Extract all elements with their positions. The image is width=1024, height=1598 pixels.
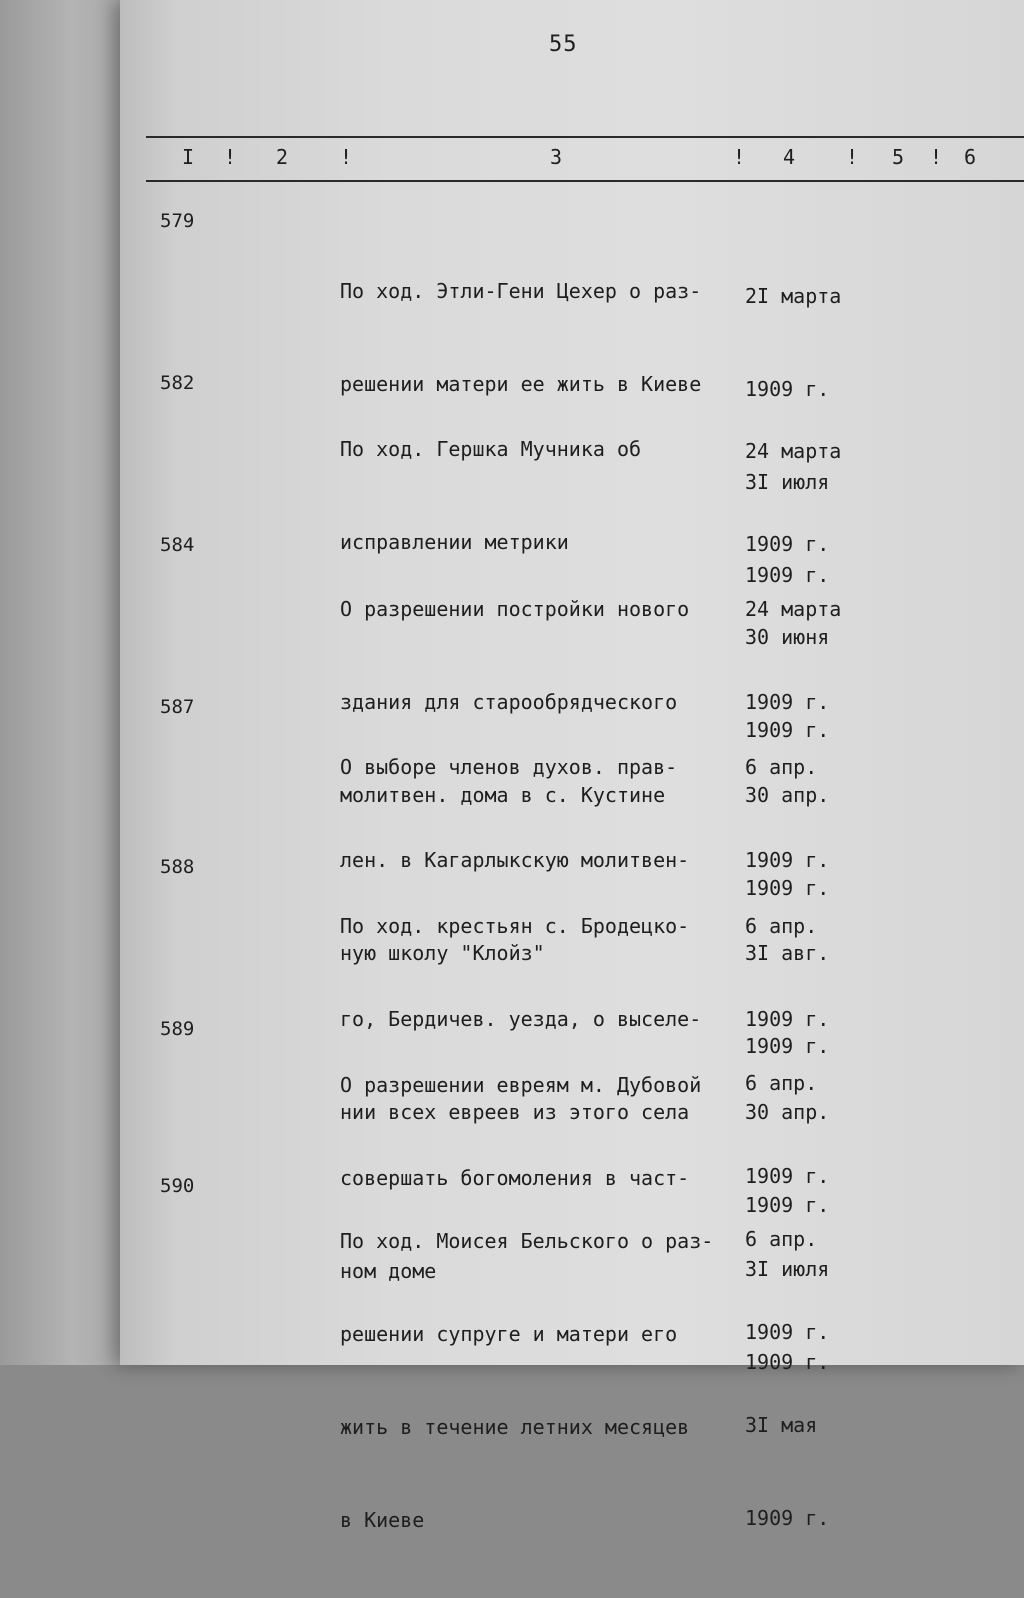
column-separator: ! — [846, 145, 859, 169]
description-line: лен. в Кагарлыкскую молитвен- — [340, 848, 690, 872]
date-line: 1909 г. — [745, 718, 830, 742]
date-line: 6 апр. — [745, 755, 818, 779]
entry-number: 584 — [160, 534, 195, 556]
description-line: По ход. Гершка Мучника об — [340, 437, 642, 461]
date-line: 24 марта — [745, 439, 842, 463]
column-separator: ! — [340, 145, 353, 169]
page-number: 55 — [549, 32, 578, 57]
description-line: жить в течение летних месяцев — [340, 1415, 690, 1439]
date-line: 6 апр. — [745, 1227, 818, 1251]
date-line: 3I мая — [745, 1413, 818, 1437]
description-line: совершать богомоления в част- — [340, 1166, 690, 1190]
description-line: решении матери ее жить в Киеве — [340, 372, 702, 396]
date-line: 1909 г. — [745, 690, 830, 714]
date-line: 3I авг. — [745, 941, 830, 965]
entry-number: 589 — [160, 1018, 195, 1040]
date-line: 1909 г. — [745, 532, 830, 556]
description-line: в Киеве — [340, 1508, 425, 1532]
description-line: По ход. крестьян с. Бродецко- — [340, 914, 690, 938]
description-line: ном доме — [340, 1259, 437, 1283]
date-line: 1909 г. — [745, 1506, 830, 1530]
header-rule-bottom — [146, 180, 1024, 182]
date-line: 1909 г. — [745, 1193, 830, 1217]
date-line: 30 июня — [745, 625, 830, 649]
entry-number: 582 — [160, 372, 195, 394]
date-line: 6 апр. — [745, 1071, 818, 1095]
date-line: 24 марта — [745, 597, 842, 621]
column-header-1: I — [182, 145, 195, 169]
entry-dates — [745, 1162, 885, 1596]
column-separator: ! — [733, 145, 746, 169]
description-line: исправлении метрики — [340, 530, 569, 554]
description-line: здания для старообрядческого — [340, 690, 678, 714]
date-line: 1909 г. — [745, 1034, 830, 1058]
date-line: 1909 г. — [745, 848, 830, 872]
entry-description — [340, 1164, 745, 1598]
date-line: 1909 г. — [745, 1320, 830, 1344]
description-line: нии всех евреев из этого села — [340, 1100, 690, 1124]
entry-number: 588 — [160, 856, 195, 878]
description-line: О выборе членов духов. прав- — [340, 755, 678, 779]
description-line: По ход. Этли-Гени Цехер о раз- — [340, 279, 702, 303]
date-line: 30 апр. — [745, 783, 830, 807]
column-header-6: 6 — [964, 145, 977, 169]
date-line: 1909 г. — [745, 377, 830, 401]
description-line: ную школу "Клойз" — [340, 941, 545, 965]
facing-page-edge — [0, 0, 120, 1365]
header-rule-top — [146, 136, 1024, 138]
column-header-3: 3 — [550, 145, 563, 169]
description-line: молитвен. дома в с. Кустине — [340, 783, 666, 807]
date-line: 3I июля — [745, 470, 830, 494]
entry-number: 579 — [160, 210, 195, 232]
description-line: го, Бердичев. уезда, о выселе- — [340, 1007, 702, 1031]
column-separator: ! — [224, 145, 237, 169]
description-line: По ход. Моисея Бельского о раз- — [340, 1229, 714, 1253]
date-line: 2I марта — [745, 284, 842, 308]
description-line: решении супруге и матери его — [340, 1322, 678, 1346]
date-line: 1909 г. — [745, 563, 830, 587]
date-line: 6 апр. — [745, 914, 818, 938]
description-line: О разрешении евреям м. Дубовой — [340, 1073, 702, 1097]
entry-number: 590 — [160, 1175, 195, 1197]
column-header-4: 4 — [783, 145, 796, 169]
entry-number: 587 — [160, 696, 195, 718]
date-line: 1909 г. — [745, 1350, 830, 1374]
column-header-2: 2 — [276, 145, 289, 169]
column-separator: ! — [930, 145, 943, 169]
date-line: 1909 г. — [745, 876, 830, 900]
column-header-5: 5 — [892, 145, 905, 169]
description-line: О разрешении постройки нового — [340, 597, 690, 621]
date-line: 30 апр. — [745, 1100, 830, 1124]
date-line: 1909 г. — [745, 1007, 830, 1031]
date-line: 1909 г. — [745, 1164, 830, 1188]
date-line: 3I июля — [745, 1257, 830, 1281]
